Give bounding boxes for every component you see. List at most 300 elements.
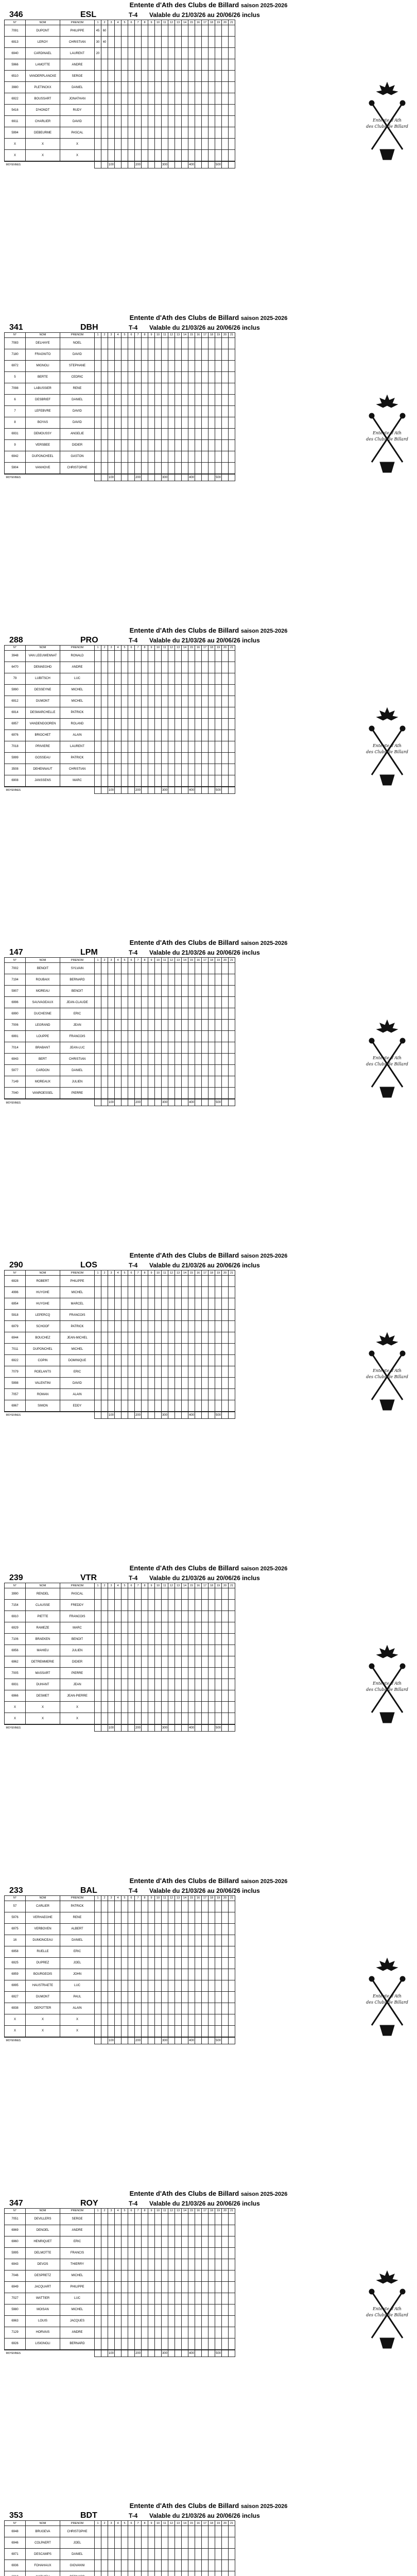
score-cell[interactable]: [208, 1298, 215, 1310]
score-cell[interactable]: [95, 696, 101, 707]
score-cell[interactable]: [215, 1622, 222, 1634]
score-cell[interactable]: [148, 1298, 155, 1310]
score-cell[interactable]: [115, 2537, 121, 2549]
score-cell[interactable]: [148, 1702, 155, 1713]
score-cell[interactable]: [142, 82, 148, 93]
score-cell[interactable]: [168, 650, 175, 662]
score-cell[interactable]: [128, 1690, 135, 1702]
score-cell[interactable]: [182, 360, 188, 371]
score-cell[interactable]: [202, 1378, 208, 1389]
score-cell[interactable]: [135, 775, 142, 787]
score-cell[interactable]: [175, 1042, 182, 1054]
score-cell[interactable]: [155, 1310, 162, 1321]
score-cell[interactable]: [188, 1355, 195, 1366]
score-cell[interactable]: [202, 1622, 208, 1634]
score-cell[interactable]: [195, 2014, 202, 2025]
score-cell[interactable]: [182, 394, 188, 405]
score-cell[interactable]: [148, 1935, 155, 1946]
score-cell[interactable]: [95, 2247, 101, 2259]
score-cell[interactable]: [121, 775, 128, 787]
score-cell[interactable]: [215, 673, 222, 684]
score-cell[interactable]: [101, 383, 108, 394]
score-cell[interactable]: [142, 1366, 148, 1378]
score-cell[interactable]: [222, 963, 229, 974]
score-cell[interactable]: [142, 1065, 148, 1076]
score-cell[interactable]: [101, 394, 108, 405]
score-cell[interactable]: [121, 82, 128, 93]
score-cell[interactable]: [121, 1656, 128, 1668]
score-cell[interactable]: [121, 1366, 128, 1378]
score-cell[interactable]: [155, 1656, 162, 1668]
score-cell[interactable]: [229, 2537, 235, 2549]
score-cell[interactable]: [162, 2571, 168, 2576]
score-cell[interactable]: [155, 974, 162, 986]
score-cell[interactable]: [135, 1969, 142, 1980]
score-cell[interactable]: [162, 2304, 168, 2315]
score-cell[interactable]: [195, 394, 202, 405]
score-cell[interactable]: [121, 1332, 128, 1344]
score-cell[interactable]: [175, 986, 182, 997]
score-cell[interactable]: [135, 650, 142, 662]
score-cell[interactable]: [155, 2025, 162, 2037]
score-cell[interactable]: [215, 1679, 222, 1690]
score-cell[interactable]: [135, 1935, 142, 1946]
score-cell[interactable]: [142, 673, 148, 684]
score-cell[interactable]: [108, 25, 115, 37]
score-cell[interactable]: [168, 462, 175, 474]
score-cell[interactable]: [202, 337, 208, 349]
score-cell[interactable]: [115, 673, 121, 684]
score-cell[interactable]: [115, 37, 121, 48]
score-cell[interactable]: [148, 1901, 155, 1912]
score-cell[interactable]: [148, 105, 155, 116]
score-cell[interactable]: [215, 127, 222, 139]
score-cell[interactable]: [128, 2315, 135, 2327]
score-cell[interactable]: [115, 394, 121, 405]
score-cell[interactable]: [162, 650, 168, 662]
score-cell[interactable]: [135, 963, 142, 974]
score-cell[interactable]: [135, 1901, 142, 1912]
score-cell[interactable]: [155, 1946, 162, 1957]
score-cell[interactable]: [148, 1054, 155, 1065]
score-cell[interactable]: [229, 417, 235, 428]
score-cell[interactable]: [95, 405, 101, 417]
score-cell[interactable]: [128, 2247, 135, 2259]
score-cell[interactable]: [175, 116, 182, 127]
score-cell[interactable]: [121, 1634, 128, 1645]
score-cell[interactable]: [148, 1946, 155, 1957]
score-cell[interactable]: [101, 1991, 108, 2003]
score-cell[interactable]: [175, 775, 182, 787]
score-cell[interactable]: [229, 451, 235, 462]
score-cell[interactable]: [95, 105, 101, 116]
score-cell[interactable]: [229, 1076, 235, 1088]
score-cell[interactable]: [121, 986, 128, 997]
score-cell[interactable]: [175, 2537, 182, 2549]
score-cell[interactable]: [95, 428, 101, 439]
score-cell[interactable]: [128, 1042, 135, 1054]
score-cell[interactable]: [155, 1702, 162, 1713]
score-cell[interactable]: [95, 439, 101, 451]
score-cell[interactable]: [115, 105, 121, 116]
score-cell[interactable]: [115, 93, 121, 105]
score-cell[interactable]: [101, 1088, 108, 1099]
score-cell[interactable]: [95, 2025, 101, 2037]
score-cell[interactable]: [95, 93, 101, 105]
score-cell[interactable]: [175, 1276, 182, 1287]
score-cell[interactable]: [115, 1980, 121, 1991]
score-cell[interactable]: [175, 1679, 182, 1690]
score-cell[interactable]: [135, 752, 142, 764]
score-cell[interactable]: [135, 25, 142, 37]
score-cell[interactable]: [182, 2025, 188, 2037]
score-cell[interactable]: [115, 1298, 121, 1310]
score-cell[interactable]: [128, 730, 135, 741]
score-cell[interactable]: [135, 2293, 142, 2304]
score-cell[interactable]: [195, 2537, 202, 2549]
score-cell[interactable]: [215, 1020, 222, 1031]
score-cell[interactable]: [148, 1656, 155, 1668]
score-cell[interactable]: [108, 662, 115, 673]
score-cell[interactable]: [95, 718, 101, 730]
score-cell[interactable]: [162, 1400, 168, 1412]
score-cell[interactable]: [195, 2270, 202, 2281]
score-cell[interactable]: [222, 2247, 229, 2259]
score-cell[interactable]: [208, 2213, 215, 2225]
score-cell[interactable]: [121, 417, 128, 428]
score-cell[interactable]: [101, 1389, 108, 1400]
score-cell[interactable]: [188, 1031, 195, 1042]
score-cell[interactable]: [95, 1378, 101, 1389]
score-cell[interactable]: [121, 718, 128, 730]
score-cell[interactable]: [148, 2526, 155, 2537]
score-cell[interactable]: [215, 2213, 222, 2225]
score-cell[interactable]: [175, 2327, 182, 2338]
score-cell[interactable]: [128, 1622, 135, 1634]
score-cell[interactable]: [148, 1076, 155, 1088]
score-cell[interactable]: [175, 2270, 182, 2281]
score-cell[interactable]: [215, 337, 222, 349]
score-cell[interactable]: [182, 1923, 188, 1935]
score-cell[interactable]: [229, 1378, 235, 1389]
score-cell[interactable]: [101, 1935, 108, 1946]
score-cell[interactable]: [155, 1065, 162, 1076]
score-cell[interactable]: [142, 139, 148, 150]
score-cell[interactable]: [108, 1065, 115, 1076]
score-cell[interactable]: [168, 1355, 175, 1366]
score-cell[interactable]: [148, 1679, 155, 1690]
score-cell[interactable]: [108, 2236, 115, 2247]
score-cell[interactable]: [208, 741, 215, 752]
score-cell[interactable]: [162, 59, 168, 71]
score-cell[interactable]: [168, 986, 175, 997]
score-cell[interactable]: [95, 764, 101, 775]
score-cell[interactable]: [155, 2270, 162, 2281]
score-cell[interactable]: [229, 1957, 235, 1969]
score-cell[interactable]: [128, 1713, 135, 1725]
score-cell[interactable]: [202, 82, 208, 93]
score-cell[interactable]: [168, 2025, 175, 2037]
score-cell[interactable]: [188, 2213, 195, 2225]
score-cell[interactable]: [168, 337, 175, 349]
score-cell[interactable]: [148, 48, 155, 59]
score-cell[interactable]: [188, 105, 195, 116]
score-cell[interactable]: [202, 1912, 208, 1923]
score-cell[interactable]: [195, 673, 202, 684]
score-cell[interactable]: [128, 1076, 135, 1088]
score-cell[interactable]: [168, 1332, 175, 1344]
score-cell[interactable]: [208, 775, 215, 787]
score-cell[interactable]: [128, 1634, 135, 1645]
score-cell[interactable]: [229, 394, 235, 405]
score-cell[interactable]: [188, 439, 195, 451]
score-cell[interactable]: [108, 394, 115, 405]
score-cell[interactable]: [175, 1366, 182, 1378]
score-cell[interactable]: [162, 1679, 168, 1690]
score-cell[interactable]: [155, 730, 162, 741]
score-cell[interactable]: [208, 2025, 215, 2037]
score-cell[interactable]: [101, 360, 108, 371]
score-cell[interactable]: [208, 2247, 215, 2259]
score-cell[interactable]: [121, 2327, 128, 2338]
score-cell[interactable]: [195, 150, 202, 162]
score-cell[interactable]: [108, 349, 115, 360]
score-cell[interactable]: [121, 37, 128, 48]
score-cell[interactable]: [135, 337, 142, 349]
score-cell[interactable]: [128, 1702, 135, 1713]
score-cell[interactable]: [188, 1969, 195, 1980]
score-cell[interactable]: [162, 1600, 168, 1611]
score-cell[interactable]: [148, 1287, 155, 1298]
score-cell[interactable]: [215, 139, 222, 150]
score-cell[interactable]: [128, 82, 135, 93]
score-cell[interactable]: [142, 986, 148, 997]
score-cell[interactable]: [188, 462, 195, 474]
score-cell[interactable]: [162, 2236, 168, 2247]
score-cell[interactable]: [101, 696, 108, 707]
score-cell[interactable]: [222, 428, 229, 439]
score-cell[interactable]: [162, 93, 168, 105]
score-cell[interactable]: [142, 2270, 148, 2281]
score-cell[interactable]: [175, 1298, 182, 1310]
score-cell[interactable]: [121, 2259, 128, 2270]
score-cell[interactable]: [188, 2338, 195, 2350]
score-cell[interactable]: [142, 2213, 148, 2225]
score-cell[interactable]: [142, 1031, 148, 1042]
score-cell[interactable]: [121, 105, 128, 116]
score-cell[interactable]: [168, 974, 175, 986]
score-cell[interactable]: [162, 1276, 168, 1287]
score-cell[interactable]: [175, 349, 182, 360]
score-cell[interactable]: [215, 405, 222, 417]
score-cell[interactable]: [95, 1690, 101, 1702]
score-cell[interactable]: [229, 150, 235, 162]
score-cell[interactable]: [128, 451, 135, 462]
score-cell[interactable]: [155, 741, 162, 752]
score-cell[interactable]: [101, 451, 108, 462]
score-cell[interactable]: [108, 2003, 115, 2014]
score-cell[interactable]: [108, 1679, 115, 1690]
score-cell[interactable]: [162, 2293, 168, 2304]
score-cell[interactable]: [148, 1389, 155, 1400]
score-cell[interactable]: [229, 1690, 235, 1702]
score-cell[interactable]: [155, 1923, 162, 1935]
score-cell[interactable]: [101, 1366, 108, 1378]
score-cell[interactable]: [115, 371, 121, 383]
score-cell[interactable]: [115, 2213, 121, 2225]
score-cell[interactable]: [195, 986, 202, 997]
score-cell[interactable]: [162, 405, 168, 417]
score-cell[interactable]: [108, 428, 115, 439]
score-cell[interactable]: [175, 139, 182, 150]
score-cell[interactable]: [182, 2225, 188, 2236]
score-cell[interactable]: [208, 2338, 215, 2350]
score-cell[interactable]: [208, 127, 215, 139]
score-cell[interactable]: [222, 116, 229, 127]
score-cell[interactable]: [202, 1668, 208, 1679]
score-cell[interactable]: [229, 2327, 235, 2338]
score-cell[interactable]: [95, 1679, 101, 1690]
score-cell[interactable]: [121, 764, 128, 775]
score-cell[interactable]: [195, 349, 202, 360]
score-cell[interactable]: [101, 1031, 108, 1042]
score-cell[interactable]: [115, 1946, 121, 1957]
score-cell[interactable]: [108, 405, 115, 417]
score-cell[interactable]: [101, 1298, 108, 1310]
score-cell[interactable]: [215, 1969, 222, 1980]
score-cell[interactable]: [175, 1008, 182, 1020]
score-cell[interactable]: [162, 1287, 168, 1298]
score-cell[interactable]: [135, 1020, 142, 1031]
score-cell[interactable]: [195, 662, 202, 673]
score-cell[interactable]: [202, 1713, 208, 1725]
score-cell[interactable]: [135, 371, 142, 383]
score-cell[interactable]: [148, 1957, 155, 1969]
score-cell[interactable]: [155, 25, 162, 37]
score-cell[interactable]: [115, 1344, 121, 1355]
score-cell[interactable]: [222, 1611, 229, 1622]
score-cell[interactable]: [202, 696, 208, 707]
score-cell[interactable]: [128, 974, 135, 986]
score-cell[interactable]: [135, 82, 142, 93]
score-cell[interactable]: [95, 116, 101, 127]
score-cell[interactable]: [162, 1042, 168, 1054]
score-cell[interactable]: [148, 71, 155, 82]
score-cell[interactable]: [142, 2526, 148, 2537]
score-cell[interactable]: [182, 1935, 188, 1946]
score-cell[interactable]: [215, 650, 222, 662]
score-cell[interactable]: [135, 1389, 142, 1400]
score-cell[interactable]: [208, 2315, 215, 2327]
score-cell[interactable]: [115, 1276, 121, 1287]
score-cell[interactable]: [101, 337, 108, 349]
score-cell[interactable]: [128, 1645, 135, 1656]
score-cell[interactable]: [155, 2236, 162, 2247]
score-cell[interactable]: [229, 1321, 235, 1332]
score-cell[interactable]: [188, 37, 195, 48]
score-cell[interactable]: [215, 1702, 222, 1713]
score-cell[interactable]: [108, 696, 115, 707]
score-cell[interactable]: [135, 1076, 142, 1088]
score-cell[interactable]: [175, 1611, 182, 1622]
score-cell[interactable]: [208, 139, 215, 150]
score-cell[interactable]: [222, 462, 229, 474]
score-cell[interactable]: [142, 1713, 148, 1725]
score-cell[interactable]: [142, 37, 148, 48]
score-cell[interactable]: [142, 1008, 148, 1020]
score-cell[interactable]: [101, 2247, 108, 2259]
score-cell[interactable]: [175, 37, 182, 48]
score-cell[interactable]: [188, 707, 195, 718]
score-cell[interactable]: [208, 1042, 215, 1054]
score-cell[interactable]: [188, 1957, 195, 1969]
score-cell[interactable]: [162, 764, 168, 775]
score-cell[interactable]: [208, 383, 215, 394]
score-cell[interactable]: [195, 1020, 202, 1031]
score-cell[interactable]: [121, 1622, 128, 1634]
score-cell[interactable]: [208, 451, 215, 462]
score-cell[interactable]: [115, 2338, 121, 2350]
score-cell[interactable]: [101, 673, 108, 684]
score-cell[interactable]: [142, 1389, 148, 1400]
score-cell[interactable]: [182, 1298, 188, 1310]
score-cell[interactable]: [121, 2213, 128, 2225]
score-cell[interactable]: [142, 451, 148, 462]
score-cell[interactable]: [208, 752, 215, 764]
score-cell[interactable]: [222, 2225, 229, 2236]
score-cell[interactable]: [168, 718, 175, 730]
score-cell[interactable]: [162, 337, 168, 349]
score-cell[interactable]: [101, 1042, 108, 1054]
score-cell[interactable]: [108, 127, 115, 139]
score-cell[interactable]: [121, 371, 128, 383]
score-cell[interactable]: [188, 1588, 195, 1600]
score-cell[interactable]: [208, 1310, 215, 1321]
score-cell[interactable]: [195, 1031, 202, 1042]
score-cell[interactable]: [182, 1656, 188, 1668]
score-cell[interactable]: [128, 1980, 135, 1991]
score-cell[interactable]: [142, 2259, 148, 2270]
score-cell[interactable]: [222, 2213, 229, 2225]
score-cell[interactable]: [208, 684, 215, 696]
score-cell[interactable]: [115, 1690, 121, 1702]
score-cell[interactable]: [148, 93, 155, 105]
score-cell[interactable]: [128, 1065, 135, 1076]
score-cell[interactable]: [115, 405, 121, 417]
score-cell[interactable]: [101, 417, 108, 428]
score-cell[interactable]: [128, 2270, 135, 2281]
score-cell[interactable]: [142, 696, 148, 707]
score-cell[interactable]: [222, 974, 229, 986]
score-cell[interactable]: [188, 82, 195, 93]
score-cell[interactable]: [135, 150, 142, 162]
score-cell[interactable]: [115, 139, 121, 150]
score-cell[interactable]: [229, 997, 235, 1008]
score-cell[interactable]: [202, 2571, 208, 2576]
score-cell[interactable]: [202, 741, 208, 752]
score-cell[interactable]: [202, 1088, 208, 1099]
score-cell[interactable]: [128, 1332, 135, 1344]
score-cell[interactable]: [182, 1287, 188, 1298]
score-cell[interactable]: [188, 1310, 195, 1321]
score-cell[interactable]: [95, 1076, 101, 1088]
score-cell[interactable]: [155, 1378, 162, 1389]
score-cell[interactable]: [101, 1008, 108, 1020]
score-cell[interactable]: [175, 1702, 182, 1713]
score-cell[interactable]: [115, 2315, 121, 2327]
score-cell[interactable]: [115, 2327, 121, 2338]
score-cell[interactable]: [121, 2549, 128, 2560]
